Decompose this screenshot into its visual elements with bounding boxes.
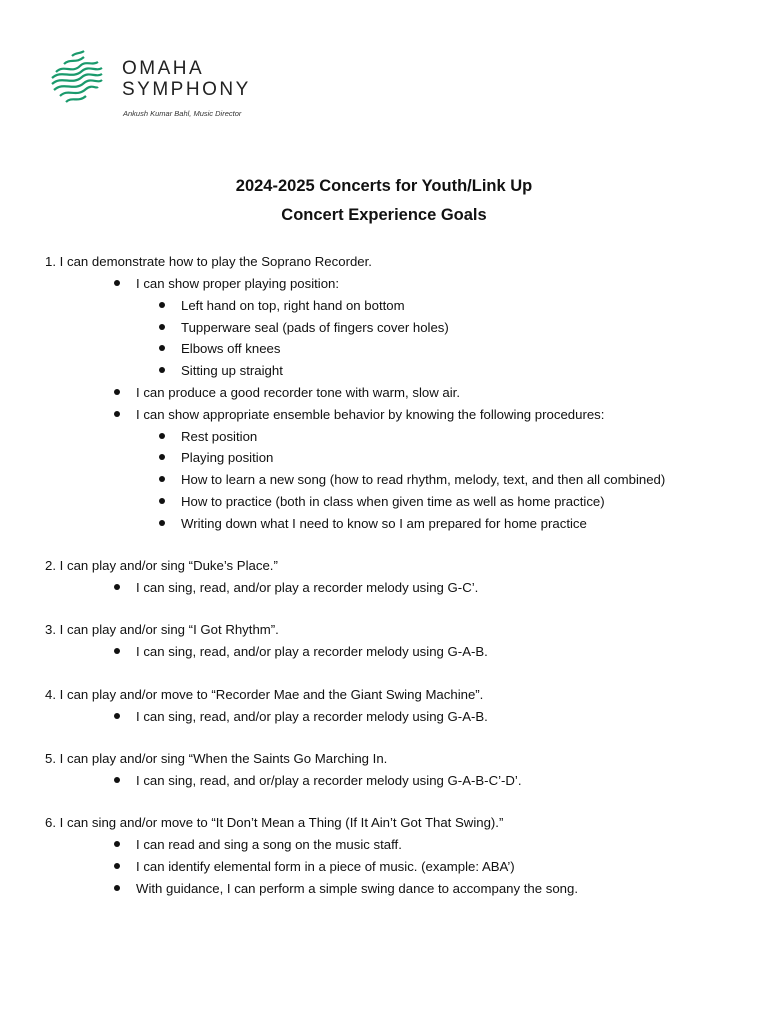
bullet-icon	[159, 454, 165, 460]
sub-list-item-text: How to practice (both in class when given time as well as home practice)	[181, 493, 605, 509]
list-item	[45, 641, 735, 663]
list-item	[45, 577, 735, 599]
list-item	[45, 834, 735, 856]
goal-heading: 2. I can play and/or sing “Duke’s Place.”	[45, 558, 278, 574]
goals-list	[45, 251, 735, 920]
title-line-1: 2024-2025 Concerts for Youth/Link Up	[235, 177, 533, 195]
goal-bullet-list	[45, 706, 735, 728]
bullet-icon	[114, 280, 120, 286]
logo-text-symphony: SYMPHONY	[122, 79, 251, 100]
bullet-icon	[114, 885, 120, 891]
sub-list-item	[45, 469, 735, 491]
list-item-text: I can show proper playing position:	[136, 276, 340, 291]
sub-list-item	[45, 447, 735, 469]
goal-bullet-list	[45, 770, 735, 792]
list-item	[45, 706, 735, 728]
goal-section	[45, 555, 735, 599]
title-line-2: Concert Experience Goals	[281, 206, 487, 224]
bullet-icon	[114, 389, 120, 395]
sub-list-item-text: How to learn a new song (how to read rhythm, melody, text, and then all combined)	[181, 472, 666, 488]
bullet-icon	[159, 498, 165, 504]
goal-section	[45, 684, 735, 728]
goal-section	[45, 619, 735, 663]
bullet-icon	[114, 648, 120, 654]
bullet-icon	[159, 433, 165, 439]
list-item-text: I can sing, read, and/or play a recorder melody using G-C’.	[136, 580, 479, 596]
sub-list-item-text: Elbows off knees	[181, 341, 281, 357]
goal-bullet-list	[45, 273, 735, 535]
goal-heading: 4. I can play and/or move to “Recorder Mae and the Giant Swing Machine”.	[45, 686, 484, 702]
document-title	[0, 172, 768, 230]
list-item	[45, 404, 735, 426]
logo-subtitle: Ankush Kumar Bahl, Music Director	[123, 109, 242, 118]
bullet-icon	[114, 777, 120, 783]
list-item	[45, 878, 735, 900]
sub-list-item-text: Writing down what I need to know so I am prepared for home practice	[181, 515, 587, 531]
bullet-icon	[114, 863, 120, 869]
list-item	[45, 856, 735, 878]
sub-list-item-text: Playing position	[181, 450, 274, 466]
list-item	[45, 770, 735, 792]
goal-bullet-list	[45, 641, 735, 663]
list-item-text: I can read and sing a song on the music staff.	[136, 837, 402, 853]
list-item-text: I can sing, read, and/or play a recorder melody using G-A-B.	[136, 644, 488, 660]
bullet-icon	[159, 324, 165, 330]
list-item	[45, 382, 735, 404]
sub-list-item	[45, 317, 735, 339]
list-item-text: I can sing, read, and or/play a recorder melody using G-A-B-C’-D’.	[136, 772, 522, 788]
bullet-icon	[159, 476, 165, 482]
goal-bullet-list	[45, 577, 735, 599]
logo-text-omaha: OMAHA	[122, 58, 205, 79]
sub-list-item	[45, 513, 735, 535]
sub-list-item	[45, 491, 735, 513]
list-item-text: I can sing, read, and/or play a recorder melody using G-A-B.	[136, 708, 488, 724]
bullet-icon	[159, 345, 165, 351]
goal-section	[45, 812, 735, 899]
omaha-symphony-logo	[44, 44, 284, 124]
goal-heading: 5. I can play and/or sing “When the Saints Go Marching In.	[45, 750, 388, 766]
list-item	[45, 273, 735, 295]
goal-section	[45, 748, 735, 792]
sub-list-item	[45, 295, 735, 317]
goal-heading: 6. I can sing and/or move to “It Don’t Mean a Thing (If It Ain’t Got That Swing).”	[45, 815, 504, 831]
symphony-emblem-icon	[44, 44, 110, 114]
bullet-icon	[159, 302, 165, 308]
goal-section	[45, 251, 735, 535]
list-item-text: With guidance, I can perform a simple swing dance to accompany the song.	[136, 880, 579, 896]
sub-list-item-text: Sitting up straight	[181, 363, 283, 379]
sub-list-item	[45, 360, 735, 382]
sub-list-item-text: Rest position	[181, 428, 258, 444]
list-item-text: I can show appropriate ensemble behavior by knowing the following procedures:	[136, 406, 605, 422]
bullet-icon	[114, 713, 120, 719]
sub-list-item-text: Tupperware seal (pads of fingers cover holes)	[181, 319, 449, 335]
list-item-text: I can identify elemental form in a piece of music. (example: ABA’)	[136, 859, 515, 875]
sub-list-item-text: Left hand on top, right hand on bottom	[181, 297, 405, 313]
bullet-icon	[114, 841, 120, 847]
sub-list-item	[45, 338, 735, 360]
bullet-icon	[114, 411, 120, 417]
list-item-text: I can produce a good recorder tone with warm, slow air.	[136, 384, 460, 400]
goal-heading: 1. I can demonstrate how to play the Soprano Recorder.	[45, 254, 372, 269]
bullet-icon	[159, 520, 165, 526]
bullet-icon	[114, 584, 120, 590]
sub-list-item	[45, 426, 735, 448]
goal-heading: 3. I can play and/or sing “I Got Rhythm”.	[45, 622, 279, 638]
goal-bullet-list	[45, 834, 735, 899]
bullet-icon	[159, 367, 165, 373]
